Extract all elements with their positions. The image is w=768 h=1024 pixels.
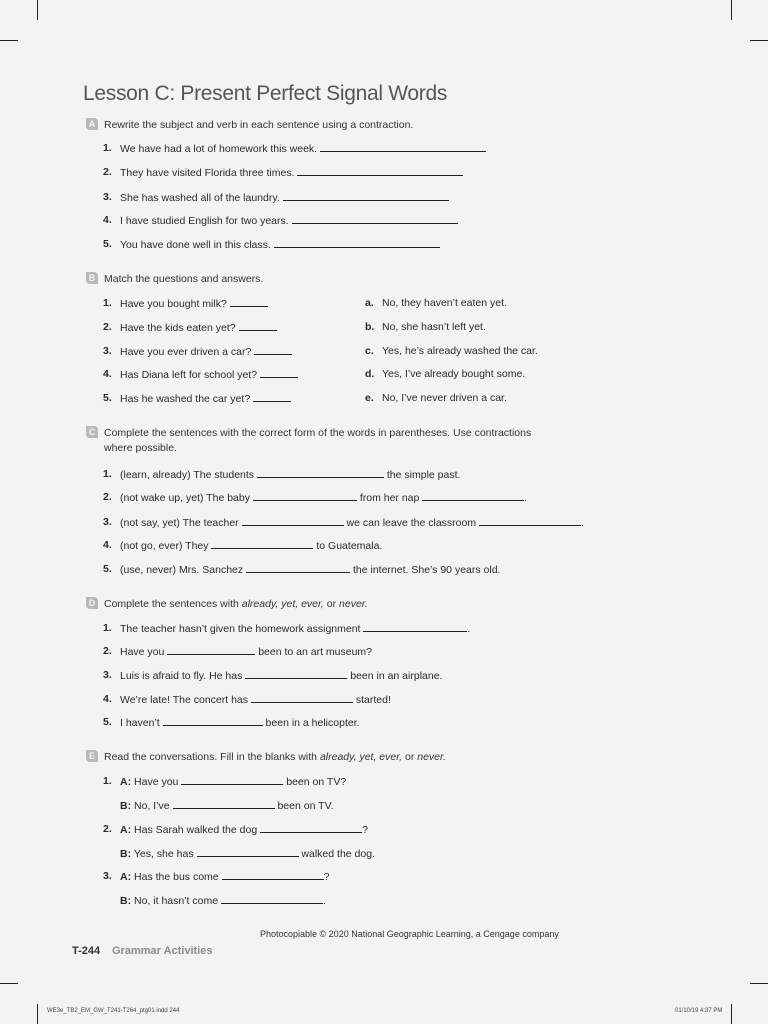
answer-blank[interactable] bbox=[363, 621, 467, 632]
section-name: Grammar Activities bbox=[112, 945, 213, 957]
page-title: Lesson C: Present Perfect Signal Words bbox=[83, 82, 448, 105]
answer-blank[interactable] bbox=[211, 538, 313, 549]
crop-mark bbox=[750, 40, 768, 41]
answer-blank[interactable] bbox=[239, 320, 277, 331]
file-slug: WE3e_TB2_EM_GW_T241-T264_ptg01.indd 244 bbox=[47, 1008, 180, 1014]
copyright-notice: Photocopiable © 2020 National Geographic Learning, a Cengage company bbox=[260, 929, 559, 939]
answer-blank[interactable] bbox=[260, 367, 298, 378]
answer-blank[interactable] bbox=[297, 165, 463, 176]
answer-blank[interactable] bbox=[257, 467, 384, 478]
answer-blank[interactable] bbox=[167, 644, 255, 655]
answer-blank[interactable] bbox=[422, 490, 524, 501]
page-number: T-244 bbox=[72, 945, 101, 957]
section-badge: B bbox=[86, 272, 98, 284]
answer-blank[interactable] bbox=[230, 296, 268, 307]
answer-blank[interactable] bbox=[221, 893, 323, 904]
answer-blank[interactable] bbox=[163, 715, 263, 726]
section-instruction: Rewrite the subject and verb in each sentence using a contraction. bbox=[104, 119, 414, 131]
section-instruction: Match the questions and answers. bbox=[104, 273, 264, 285]
crop-mark bbox=[731, 0, 732, 20]
answer-blank[interactable] bbox=[274, 237, 440, 248]
answer-blank[interactable] bbox=[242, 515, 344, 526]
answer-blank[interactable] bbox=[251, 692, 353, 703]
section-badge: C bbox=[86, 426, 98, 438]
answer-blank[interactable] bbox=[245, 668, 347, 679]
section-badge: A bbox=[86, 118, 98, 130]
crop-mark bbox=[0, 40, 18, 41]
crop-mark bbox=[731, 1004, 732, 1024]
answer-blank[interactable] bbox=[260, 822, 362, 833]
section-instruction: Read the conversations. Fill in the blanks with already, yet, ever, or never. bbox=[104, 751, 447, 763]
answer-blank[interactable] bbox=[253, 391, 291, 402]
crop-mark bbox=[0, 983, 18, 984]
crop-mark bbox=[750, 983, 768, 984]
answer-blank[interactable] bbox=[283, 190, 449, 201]
answer-blank[interactable] bbox=[479, 515, 581, 526]
crop-mark bbox=[37, 0, 38, 20]
answer-blank[interactable] bbox=[253, 490, 357, 501]
answer-blank[interactable] bbox=[197, 846, 299, 857]
date-slug: 01/10/19 4:37 PM bbox=[675, 1008, 723, 1014]
answer-blank[interactable] bbox=[254, 344, 292, 355]
answer-blank[interactable] bbox=[222, 869, 324, 880]
section-badge: E bbox=[86, 750, 98, 762]
answer-blank[interactable] bbox=[320, 141, 486, 152]
answer-blank[interactable] bbox=[173, 798, 275, 809]
section-instruction: where possible. bbox=[104, 442, 177, 454]
answer-blank[interactable] bbox=[181, 774, 283, 785]
section-badge: D bbox=[86, 597, 98, 609]
answer-blank[interactable] bbox=[292, 213, 458, 224]
section-instruction: Complete the sentences with the correct form of the words in parentheses. Use contractions bbox=[104, 427, 532, 439]
section-instruction: Complete the sentences with already, yet, ever, or never. bbox=[104, 598, 368, 610]
answer-blank[interactable] bbox=[246, 562, 350, 573]
crop-mark bbox=[37, 1004, 38, 1024]
